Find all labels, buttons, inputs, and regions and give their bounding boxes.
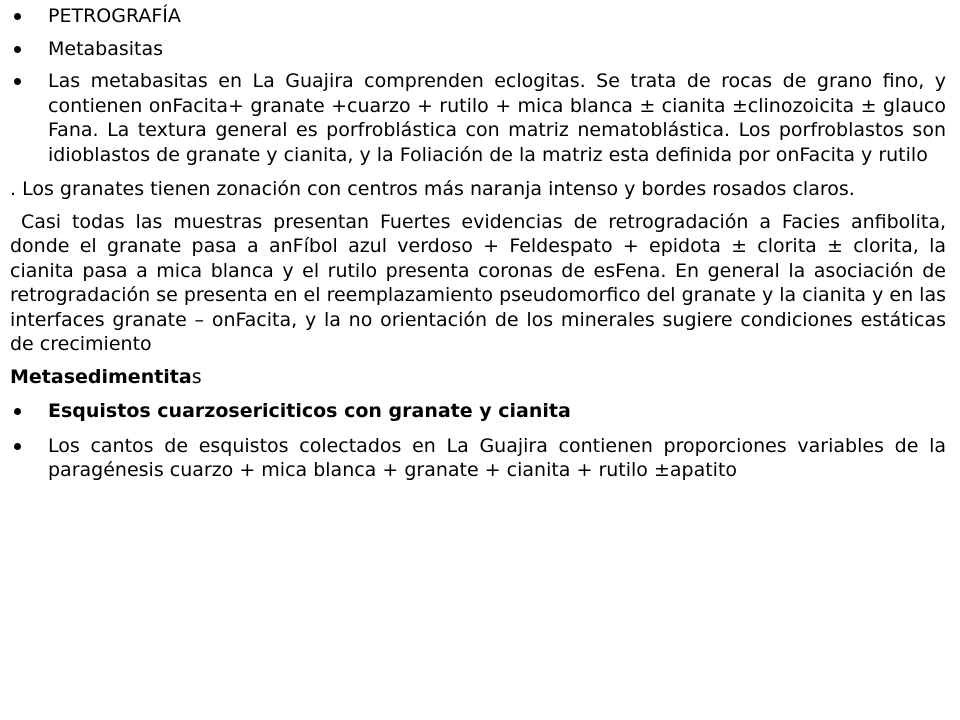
bullet-esquistos-description: [10, 434, 946, 483]
bullet-dot-icon: [14, 46, 21, 53]
bullet-dot-icon: [14, 13, 21, 20]
bullet-title: [10, 4, 946, 29]
bullet-dot-icon: [14, 78, 21, 85]
metasedimentitas-heading-bold: Metasedimentita: [10, 365, 192, 388]
title-text: PETROGRAFÍA: [48, 5, 181, 27]
bullet-esquistos-heading: [10, 399, 946, 424]
esquistos-subheading: Esquistos cuarzosericiticos con granate y cianita: [48, 400, 571, 422]
retrogradation-paragraph: Casi todas las muestras presentan Fuertes evidencias de retrogradación a Facies anfibolita, donde el granate pasa a anFíbol azul verdoso + Feldespato + epidota ± clorita ± clorita, la cianita pasa a mica blanca y el rutilo presenta coronas de esFena. En general la asociación de retrogradación se presenta en el reemplazamiento pseudomorfico del granate y la cianita y en las interfaces granate – onFacita, y la no orientación de los minerales sugiere condiciones estáticas de crecimiento: [10, 210, 953, 355]
metabasitas-paragraph: Las metabasitas en La Guajira comprenden eclogitas. Se trata de rocas de grano fino, y contienen onFacita+ granate +cuarzo + rutilo + mica blanca ± cianita ±clinozoicita ± glauco Fana. La textura general es porfroblástica con matriz nematoblástica. Los porfroblastos son idioblastos de granate y cianita, y la Foliación de la matriz esta definida por onFacita y rutilo: [48, 70, 946, 166]
bullet-metabasitas-description: [10, 69, 946, 167]
subtitle-text: Metabasitas: [48, 37, 164, 60]
bullet-dot-icon: [14, 443, 21, 450]
bullet-subtitle: [10, 37, 946, 62]
metasedimentitas-heading-tail: s: [191, 365, 202, 388]
esquistos-paragraph: Los cantos de esquistos colectados en La Guajira contienen proporciones variables de la paragénesis cuarzo + mica blanca + granate + cianita + rutilo ±apatito: [48, 434, 946, 481]
bullet-dot-icon: [14, 408, 21, 415]
metasedimentitas-heading: [10, 365, 946, 390]
granates-paragraph: . Los granates tienen zonación con centros más naranja intenso y bordes rosados claros.: [10, 178, 855, 200]
